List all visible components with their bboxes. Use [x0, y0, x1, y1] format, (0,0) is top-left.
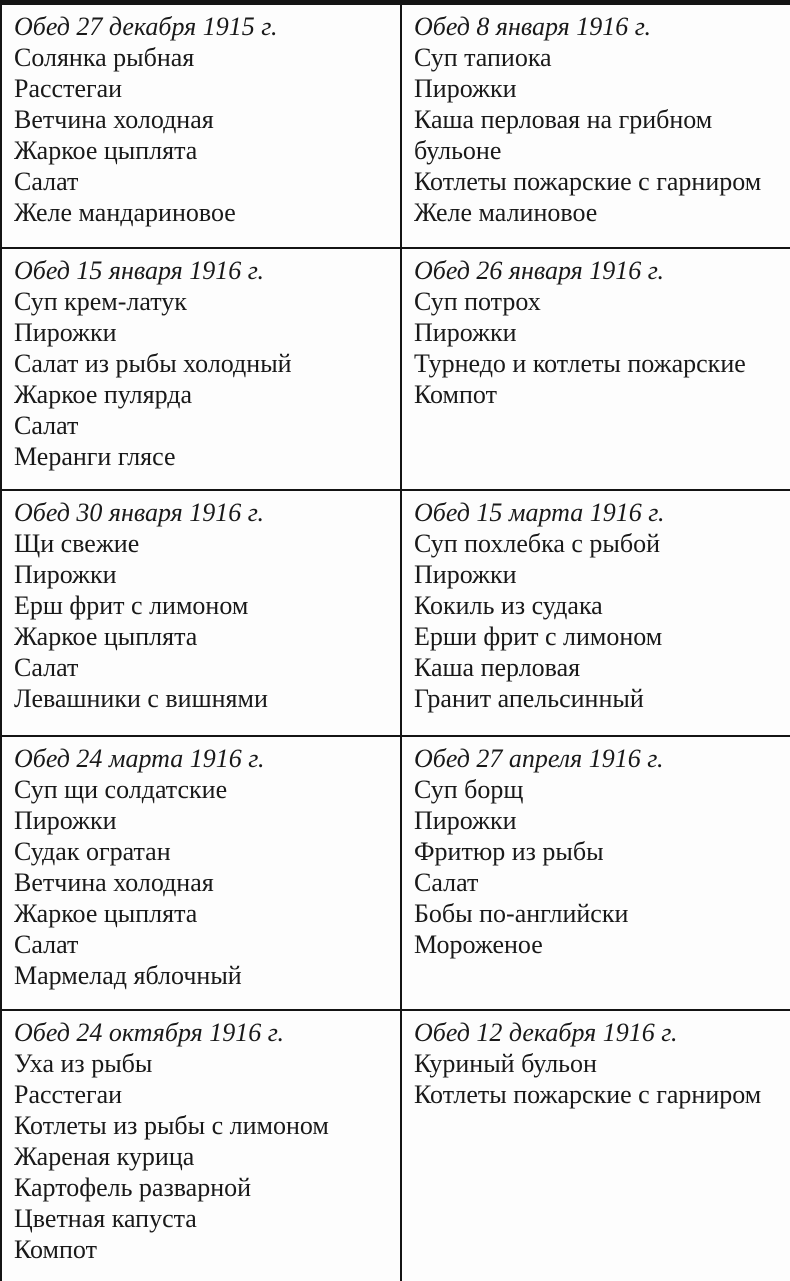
- menu-item: Салат: [14, 929, 79, 959]
- menu-item: Кокиль из судака: [414, 590, 603, 620]
- menu-cell: [401, 490, 790, 736]
- menu-item: Пирожки: [14, 559, 117, 589]
- menu-item: Салат: [14, 652, 79, 682]
- menu-cell: [1, 3, 401, 248]
- menu-item: Салат: [14, 167, 79, 196]
- menu-date: Обед 30 января 1916 г.: [14, 497, 265, 527]
- menu-date: Обед 27 декабря 1915 г.: [14, 12, 278, 41]
- menu-cell: [401, 736, 790, 1010]
- menu-item: Расстегаи: [14, 1079, 123, 1109]
- menu-cell: [1, 736, 401, 1010]
- menu-item: Суп крем-латук: [14, 286, 187, 316]
- menu-item: Ветчина холодная: [14, 867, 214, 897]
- menu-row: [1, 490, 790, 736]
- menu-item: Каша перловая: [414, 652, 581, 682]
- menu-date: Обед 8 января 1916 г.: [414, 12, 652, 41]
- menu-cell: [401, 3, 790, 248]
- menu-item: Гранит апельсинный: [414, 683, 644, 713]
- menu-item: Бобы по-английски: [414, 898, 629, 928]
- menu-item: Турнедо и котлеты пожарские: [414, 348, 746, 378]
- menu-date: Обед 12 декабря 1916 г.: [414, 1017, 678, 1047]
- menu-item: Салат: [14, 410, 79, 440]
- menu-item: Пирожки: [414, 74, 517, 103]
- menu-item: Суп тапиока: [414, 43, 552, 72]
- menu-item: Желе малиновое: [414, 198, 598, 227]
- menu-item: Каша перловая на грибном бульоне: [414, 105, 713, 165]
- menu-item: Котлеты пожарские с гарниром: [414, 1079, 762, 1109]
- menu-item: Котлеты из рыбы с лимоном: [14, 1110, 329, 1140]
- menu-date: Обед 24 марта 1916 г.: [14, 743, 265, 773]
- menu-item: Мармелад яблочный: [14, 960, 242, 990]
- menu-item: Жареная курица: [14, 1141, 195, 1171]
- menu-item: Салат: [414, 867, 479, 897]
- menu-item: Компот: [14, 1234, 97, 1264]
- menu-item: Желе мандариновое: [14, 198, 236, 227]
- menu-item: Суп борщ: [414, 774, 524, 804]
- menu-item: Мороженое: [414, 929, 543, 959]
- menu-item: Левашники с вишнями: [14, 683, 268, 713]
- menu-item: Жаркое цыплята: [14, 898, 198, 928]
- menu-row: [1, 3, 790, 248]
- menu-table-body: [1, 3, 790, 1281]
- menu-item: Ерши фрит с лимоном: [414, 621, 663, 651]
- menu-date: Обед 15 января 1916 г.: [14, 255, 265, 285]
- menu-item: Жаркое цыплята: [14, 621, 198, 651]
- menu-item: Фритюр из рыбы: [414, 836, 604, 866]
- menu-item: Ерш фрит с лимоном: [14, 590, 249, 620]
- menu-cell: [1, 1010, 401, 1281]
- menu-item: Картофель разварной: [14, 1172, 252, 1202]
- menu-date: Обед 24 октября 1916 г.: [14, 1017, 285, 1047]
- menu-cell: [1, 490, 401, 736]
- menu-cell: [401, 248, 790, 490]
- menu-item: Меранги глясе: [14, 441, 176, 471]
- menu-item: Пирожки: [414, 559, 517, 589]
- menu-row: [1, 736, 790, 1010]
- menu-item: Цветная капуста: [14, 1203, 197, 1233]
- menu-item: Суп щи солдатские: [14, 774, 228, 804]
- menu-item: Компот: [414, 379, 497, 409]
- menu-item: Жаркое пулярда: [14, 379, 192, 409]
- menu-row: [1, 248, 790, 490]
- menu-date: Обед 27 апреля 1916 г.: [414, 743, 664, 773]
- menu-date: Обед 15 марта 1916 г.: [414, 497, 665, 527]
- menu-item: Щи свежие: [14, 528, 140, 558]
- menu-item: Расстегаи: [14, 74, 123, 103]
- menu-item: Суп похлебка с рыбой: [414, 528, 661, 558]
- menu-item: Салат из рыбы холодный: [14, 348, 292, 378]
- menu-item: Суп потрох: [414, 286, 541, 316]
- menu-cell: [1, 248, 401, 490]
- menu-item: Судак огратан: [14, 836, 171, 866]
- menu-item: Ветчина холодная: [14, 105, 214, 134]
- menu-item: Пирожки: [414, 317, 517, 347]
- menu-item: Жаркое цыплята: [14, 136, 198, 165]
- menu-cell: [401, 1010, 790, 1281]
- menu-item: Куриный бульон: [414, 1048, 597, 1078]
- menu-item: Уха из рыбы: [14, 1048, 153, 1078]
- menu-row: [1, 1010, 790, 1281]
- menu-date: Обед 26 января 1916 г.: [414, 255, 665, 285]
- menu-item: Котлеты пожарские с гарниром: [414, 167, 762, 196]
- menu-item: Пирожки: [14, 317, 117, 347]
- menu-item: Пирожки: [14, 805, 117, 835]
- menu-item: Пирожки: [414, 805, 517, 835]
- menu-item: Солянка рыбная: [14, 43, 195, 72]
